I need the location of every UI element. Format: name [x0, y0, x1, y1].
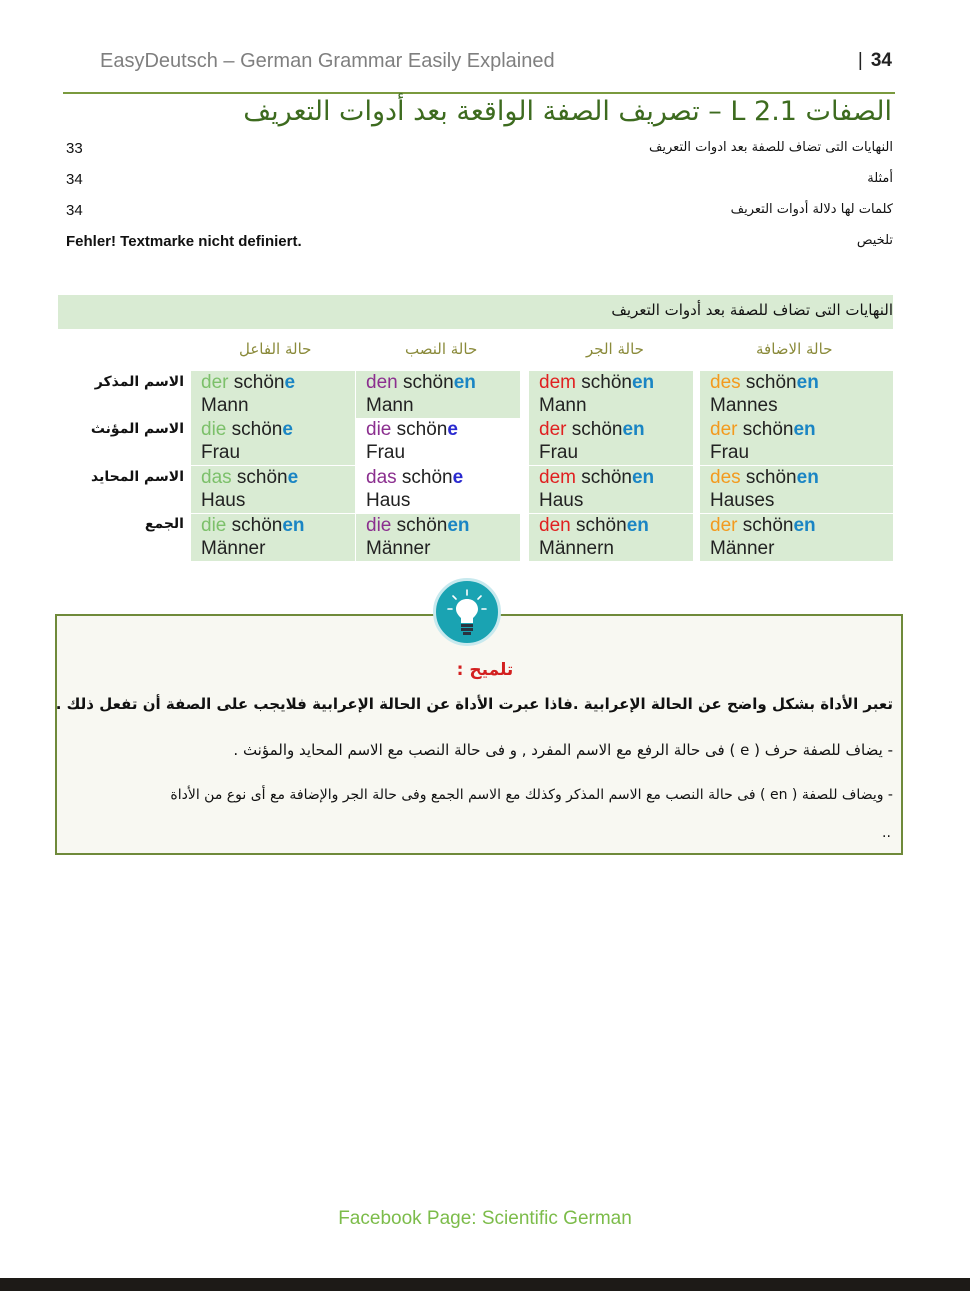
toc-entry[interactable]: [66, 200, 893, 231]
adjective-ending: en: [626, 515, 649, 536]
adjective-stem: schön: [581, 372, 632, 393]
toc-entry-label: كلمات لها دلالة أدوات التعريف: [730, 202, 893, 217]
article: des: [710, 372, 741, 393]
toc-entry-page: 34: [66, 202, 83, 219]
adjective-ending: e: [284, 372, 296, 393]
adjective-ending: e: [287, 467, 299, 488]
toc-entry-page-error: Fehler! Textmarke nicht definiert.: [66, 233, 302, 250]
table-cell: [191, 371, 355, 418]
noun: Haus: [366, 490, 411, 511]
tip-box: [55, 614, 903, 855]
article: die: [201, 515, 227, 536]
toc-entry-label: أمثلة: [867, 171, 893, 186]
article: das: [366, 467, 397, 488]
adjective-stem: schön: [571, 419, 623, 440]
footer-facebook-page[interactable]: Facebook Page: Scientific German: [338, 1208, 632, 1229]
table-cell: [700, 418, 893, 465]
tip-line-3: - ويضاف للصفة ( en ) فى حالة النصب مع الاسم المذكر وكذلك مع الاسم الجمع وفى حالة الجر والإضافة مع أى نوع من الأداة: [170, 787, 893, 803]
adjective-stem: schön: [396, 419, 448, 440]
table-cell: [191, 466, 355, 513]
noun: Frau: [366, 442, 406, 463]
adjective-ending: en: [793, 515, 816, 536]
adjective-stem: schön: [233, 372, 285, 393]
article: dem: [539, 372, 576, 393]
header-divider: [63, 92, 895, 94]
table-cell: [700, 371, 893, 418]
row-label-feminine: الاسم المؤنث: [90, 421, 184, 437]
bottom-bar: [0, 1278, 970, 1291]
article: der: [201, 372, 229, 393]
adjective-ending: en: [793, 419, 816, 440]
tip-heading: تلميح :: [456, 660, 514, 680]
lightbulb-icon: [433, 578, 501, 646]
adjective-ending: en: [282, 515, 305, 536]
table-of-contents: [66, 138, 893, 262]
row-label-neuter: الاسم المحايد: [91, 469, 184, 485]
table-cell: [700, 466, 893, 513]
adjective-stem: schön: [742, 419, 794, 440]
column-header-accusative: حالة النصب: [405, 340, 478, 358]
adjective-stem: schön: [581, 467, 632, 488]
article: den: [539, 515, 571, 536]
chapter-title: الصفات L 2.1 – تصريف الصفة الواقعة بعد أدوات التعريف: [243, 96, 892, 127]
article: der: [710, 515, 738, 536]
page-number-value: 34: [870, 50, 892, 71]
table-cell: [191, 514, 355, 561]
adjective-stem: schön: [575, 515, 627, 536]
section-heading: النهايات التى تضاف للصفة بعد أدوات التعريف: [611, 301, 893, 319]
table-cell: [356, 514, 520, 561]
table-cell: [529, 371, 693, 418]
row-label-plural: الجمع: [144, 516, 184, 532]
adjective-stem: schön: [745, 372, 797, 393]
adjective-stem: schön: [231, 515, 283, 536]
adjective-ending: e: [452, 467, 464, 488]
noun: Frau: [710, 442, 750, 463]
table-cell: [529, 418, 693, 465]
noun: Mann: [539, 395, 587, 416]
article: des: [710, 467, 741, 488]
toc-entry[interactable]: [66, 169, 893, 200]
row-label-masculine: الاسم المذكر: [94, 374, 184, 390]
adjective-stem: schön: [236, 467, 288, 488]
noun: Frau: [539, 442, 579, 463]
adjective-stem: schön: [231, 419, 283, 440]
adjective-ending: en: [631, 467, 655, 488]
toc-entry[interactable]: [66, 231, 893, 262]
adjective-ending: e: [282, 419, 293, 440]
header-title: EasyDeutsch – German Grammar Easily Explained: [100, 50, 555, 72]
table-cell: [529, 466, 693, 513]
toc-entry-label: النهايات التى تضاف للصفة بعد ادوات التعريف: [648, 140, 893, 155]
table-cell: [529, 514, 693, 561]
toc-entry-label: تلخيص: [856, 233, 893, 248]
adjective-stem: schön: [396, 515, 448, 536]
article: der: [710, 419, 738, 440]
noun: Frau: [201, 442, 241, 463]
column-header-dative: حالة الجر: [586, 340, 644, 358]
adjective-stem: schön: [742, 515, 794, 536]
noun: Mannes: [710, 395, 778, 416]
article: die: [201, 419, 227, 440]
table-cell: [700, 514, 893, 561]
table-cell: [356, 466, 520, 513]
noun: Männer: [366, 538, 431, 559]
noun: Haus: [539, 490, 584, 511]
table-cell: [191, 418, 355, 465]
noun: Männer: [710, 538, 775, 559]
toc-entry-page: 33: [66, 140, 83, 157]
adjective-ending: en: [447, 515, 470, 536]
tip-line-1: تعبر الأداة بشكل واضح عن الحالة الإعرابية .فاذا عبرت الأداة عن الحالة الإعرابية فلايجب على الصفة أن تفعل ذلك .: [55, 695, 893, 713]
table-cell: [356, 418, 520, 465]
toc-entry-page: 34: [66, 171, 83, 188]
toc-entry[interactable]: [66, 138, 893, 169]
article: dem: [539, 467, 576, 488]
adjective-ending: en: [622, 419, 645, 440]
article: die: [366, 515, 392, 536]
noun: Hauses: [710, 490, 775, 511]
article: das: [201, 467, 232, 488]
noun: Männer: [201, 538, 266, 559]
adjective-ending: en: [631, 372, 655, 393]
adjective-ending: en: [453, 372, 476, 393]
table-cell: [356, 371, 520, 418]
noun: Haus: [201, 490, 246, 511]
article: den: [366, 372, 398, 393]
article: der: [539, 419, 567, 440]
noun: Mann: [201, 395, 249, 416]
article: die: [366, 419, 392, 440]
page-number: | 34: [857, 50, 892, 71]
adjective-ending: en: [796, 372, 819, 393]
adjective-ending: en: [796, 467, 819, 488]
noun: Mann: [366, 395, 414, 416]
section-heading-band: [58, 295, 893, 329]
tip-line-2: - يضاف للصفة حرف ( e ) فى حالة الرفع مع الاسم المفرد , و فى حالة النصب مع الاسم المحايد والمؤنث .: [233, 741, 893, 759]
tip-line-4: ..: [882, 825, 891, 841]
noun: Männern: [539, 538, 614, 559]
adjective-stem: schön: [402, 372, 454, 393]
column-header-genitive: حالة الاضافة: [756, 340, 833, 358]
column-header-nominative: حالة الفاعل: [239, 340, 312, 358]
adjective-stem: schön: [401, 467, 453, 488]
adjective-stem: schön: [745, 467, 797, 488]
adjective-ending: e: [447, 419, 458, 440]
